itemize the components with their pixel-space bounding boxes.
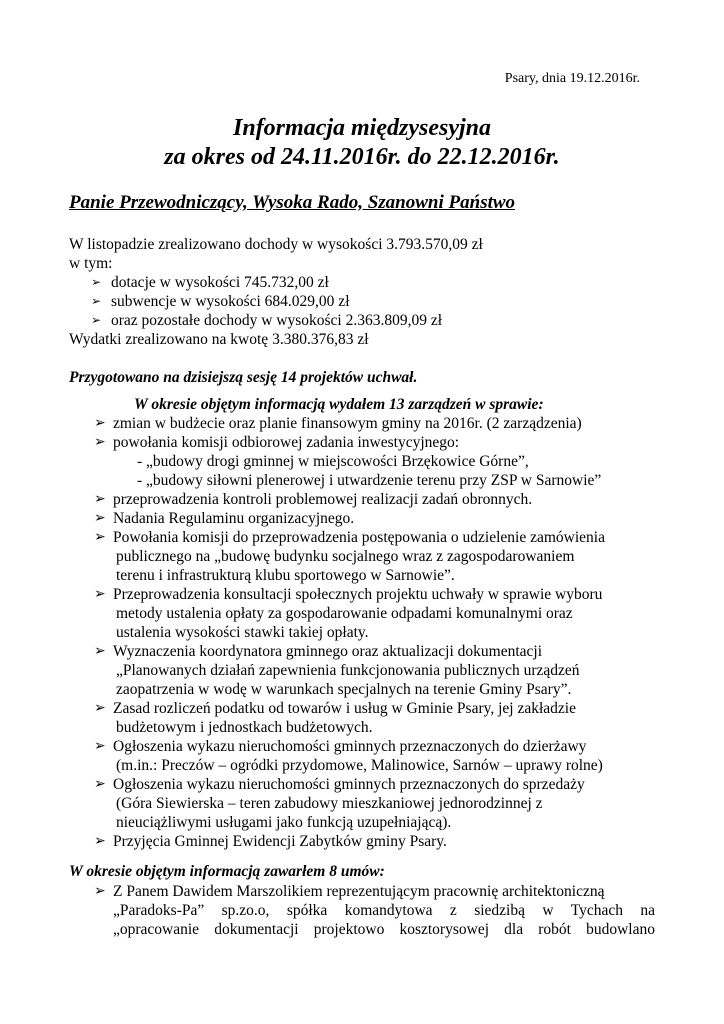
contract-text: Z Panem Dawidem Marszolikiem reprezentującym pracownię architektoniczną bbox=[113, 883, 605, 900]
bullet-arrow-icon: ➢ bbox=[94, 777, 106, 792]
decision-text: (m.in.: Preczów – ogródki przydomowe, Malinowice, Sarnów – uprawy rolne) bbox=[116, 757, 603, 774]
decision-text: ustalenia wysokości stawki takiej opłaty. bbox=[116, 624, 369, 641]
expenses-line: Wydatki zrealizowano na kwotę 3.380.376,83 zł bbox=[69, 331, 369, 348]
decision-text: metody ustalenia opłaty za gospodarowanie odpadami komunalnymi oraz bbox=[116, 605, 573, 622]
decision-subitem: - „budowy siłowni plenerowej i utwardzenie terenu przy ZSP w Sarnowie” bbox=[137, 472, 602, 489]
decision-text: Ogłoszenia wykazu nieruchomości gminnych przeznaczonych do dzierżawy bbox=[113, 738, 587, 755]
bullet-arrow-icon: ➢ bbox=[91, 294, 102, 308]
decision-text: Przyjęcia Gminnej Ewidencji Zabytków gminy Psary. bbox=[113, 833, 447, 850]
decision-item bbox=[94, 832, 660, 851]
projects-heading: Przygotowano na dzisiejszą sesję 14 projektów uchwał. bbox=[69, 369, 418, 386]
decision-text: (Góra Siewierska – teren zabudowy mieszkaniowej jednorodzinnej z bbox=[116, 795, 543, 812]
decisions-list bbox=[94, 414, 660, 851]
decision-text: terenu i infrastrukturą klubu sportowego w Sarnowie”. bbox=[116, 567, 455, 584]
bullet-arrow-icon: ➢ bbox=[94, 701, 106, 716]
decision-text: powołania komisji odbiorowej zadania inwestycyjnego: bbox=[113, 434, 460, 451]
bullet-arrow-icon: ➢ bbox=[94, 416, 106, 431]
title-line-1: Informacja międzysesyjna bbox=[233, 115, 491, 141]
finance-section bbox=[69, 235, 659, 349]
decision-item bbox=[94, 528, 660, 585]
salutation: Panie Przewodniczący, Wysoka Rado, Szanowni Państwo bbox=[69, 192, 516, 213]
document-title bbox=[0, 114, 724, 172]
decision-item bbox=[94, 699, 660, 737]
title-line-2: za okres od 24.11.2016r. do 22.12.2016r. bbox=[164, 144, 560, 170]
finance-item bbox=[69, 273, 659, 292]
decision-text: publicznego na „budowę budynku socjalnego wraz z zagospodarowaniem bbox=[116, 548, 575, 565]
finance-item bbox=[69, 311, 659, 330]
contract-text: „Paradoks-Pa” sp.zo.o, spółka komandytowa z siedzibą w Tychach na bbox=[113, 902, 655, 919]
contract-text: „opracowanie dokumentacji projektowo kosztorysowej dla robót budowlano bbox=[113, 921, 655, 938]
place-date: Psary, dnia 19.12.2016r. bbox=[504, 71, 640, 86]
in-that-label: w tym: bbox=[69, 255, 113, 272]
decision-text: Nadania Regulaminu organizacyjnego. bbox=[113, 510, 355, 527]
decision-text: nieuciążliwymi usługami jako funkcją uzupełniającą). bbox=[116, 814, 452, 831]
bullet-arrow-icon: ➢ bbox=[94, 644, 106, 659]
income-line: W listopadzie zrealizowano dochody w wysokości 3.793.570,09 zł bbox=[69, 236, 483, 253]
finance-item-text: subwencje w wysokości 684.029,00 zł bbox=[111, 293, 350, 310]
decision-item bbox=[94, 414, 660, 433]
decision-text: zaopatrzenia w wodę w warunkach specjalnych na terenie Gminy Psary”. bbox=[116, 681, 572, 698]
decision-text: Wyznaczenia koordynatora gminnego oraz aktualizacji dokumentacji bbox=[113, 643, 543, 660]
bullet-arrow-icon: ➢ bbox=[94, 834, 106, 849]
bullet-arrow-icon: ➢ bbox=[94, 435, 106, 450]
bullet-arrow-icon: ➢ bbox=[91, 275, 102, 289]
decisions-heading: W okresie objętym informacją wydałem 13 zarządzeń w sprawie: bbox=[134, 396, 544, 413]
decision-item bbox=[94, 490, 660, 509]
finance-item-text: oraz pozostałe dochody w wysokości 2.363.809,09 zł bbox=[111, 312, 443, 329]
decision-item bbox=[94, 737, 660, 775]
bullet-arrow-icon: ➢ bbox=[94, 530, 106, 545]
contracts-list bbox=[94, 882, 655, 939]
decision-text: zmian w budżecie oraz planie finansowym gminy na 2016r. (2 zarządzenia) bbox=[113, 415, 582, 432]
finance-item bbox=[69, 292, 659, 311]
bullet-arrow-icon: ➢ bbox=[94, 739, 106, 754]
decision-text: „Planowanych działań zapewnienia funkcjonowania publicznych urządzeń bbox=[116, 662, 580, 679]
decision-subitem: - „budowy drogi gminnej w miejscowości Brzękowice Górne”, bbox=[137, 453, 529, 470]
contract-item bbox=[94, 882, 655, 939]
contracts-heading: W okresie objętym informacją zawarłem 8 umów: bbox=[69, 863, 385, 880]
bullet-arrow-icon: ➢ bbox=[94, 587, 106, 602]
bullet-arrow-icon: ➢ bbox=[94, 884, 106, 899]
decision-text: Ogłoszenia wykazu nieruchomości gminnych przeznaczonych do sprzedaży bbox=[113, 776, 585, 793]
decision-text: Powołania komisji do przeprowadzenia postępowania o udzielenie zamówienia bbox=[113, 529, 605, 546]
decision-item bbox=[94, 775, 660, 832]
decision-text: Zasad rozliczeń podatku od towarów i usług w Gminie Psary, jej zakładzie bbox=[113, 700, 576, 717]
decision-text: Przeprowadzenia konsultacji społecznych projektu uchwały w sprawie wyboru bbox=[113, 586, 603, 603]
decision-text: przeprowadzenia kontroli problemowej realizacji zadań obronnych. bbox=[113, 491, 533, 508]
bullet-arrow-icon: ➢ bbox=[94, 511, 106, 526]
decision-text: budżetowym i jednostkach budżetowych. bbox=[116, 719, 373, 736]
decision-item bbox=[94, 642, 660, 699]
decision-item bbox=[94, 585, 660, 642]
bullet-arrow-icon: ➢ bbox=[91, 313, 102, 327]
decision-item bbox=[94, 433, 660, 490]
decision-item bbox=[94, 509, 660, 528]
finance-item-text: dotacje w wysokości 745.732,00 zł bbox=[111, 274, 329, 291]
bullet-arrow-icon: ➢ bbox=[94, 492, 106, 507]
